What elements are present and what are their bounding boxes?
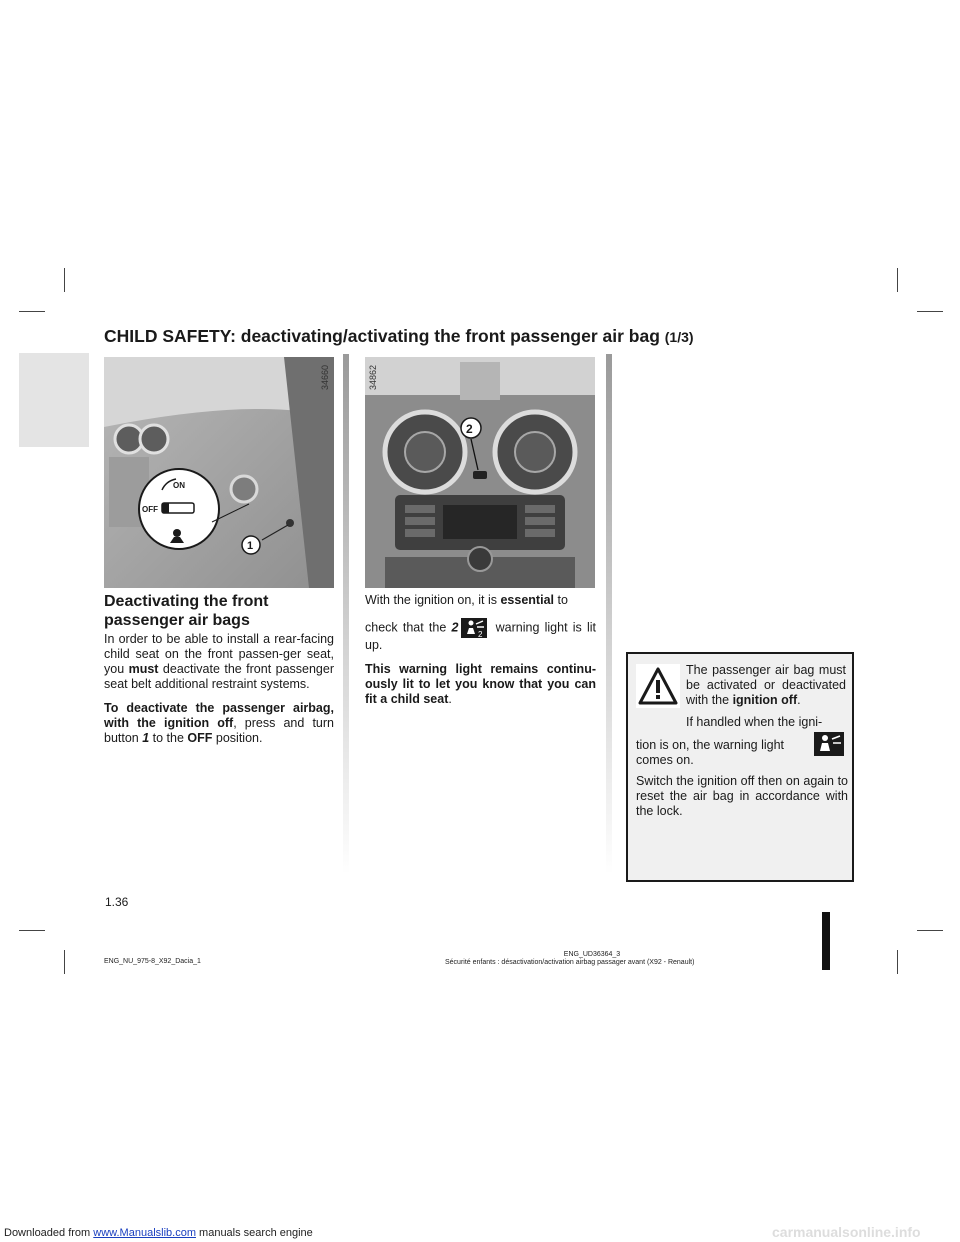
page-edge-bar — [822, 912, 830, 970]
svg-text:2: 2 — [478, 630, 483, 638]
warning-box — [626, 652, 854, 882]
section-heading: Deactivating the front passenger air bags — [104, 593, 269, 629]
left-column-text — [104, 632, 334, 755]
crop-mark — [64, 268, 65, 292]
crop-mark — [19, 930, 45, 931]
crop-mark — [64, 950, 65, 974]
crop-mark — [917, 930, 943, 931]
deactivate-paragraph: To deactivate the passenger airbag, with the ignition off, press and turn button 1 to the OFF position. — [104, 701, 335, 745]
crop-mark — [897, 950, 898, 974]
child-seat-paragraph: This warning light remains continu-ously lit to let you know that you can fit a child seat. — [365, 662, 596, 706]
crop-mark — [19, 311, 45, 312]
airbag-off-warning-icon — [461, 618, 487, 638]
warning-triangle-icon — [636, 664, 680, 708]
page-title-text: CHILD SAFETY: deactivating/activating the front passenger air bag — [104, 326, 665, 346]
crop-mark — [917, 311, 943, 312]
warning-text-3: tion is on, the warning light — [636, 738, 785, 752]
page-number: 1.36 — [105, 895, 129, 909]
check-paragraph: check that the 2 2 warning light is lit up. — [365, 618, 596, 653]
ignition-paragraph: With the ignition on, it is essential to — [365, 593, 568, 607]
warning-text-5: Switch the ignition off then on again to reset the air bag in accordance with the lock. — [636, 774, 848, 818]
watermark: carmanualsonline.info — [772, 1224, 921, 1240]
intro-paragraph: In order to be able to install a rear-facing child seat on the front passen-ger seat, you must deactivate the front passenger seat belt additional restraint systems. — [104, 632, 334, 691]
column-divider — [343, 354, 349, 874]
dial-off-label: OFF — [142, 505, 158, 514]
middle-column-text — [365, 593, 596, 716]
dashboard-photo — [104, 357, 334, 588]
crop-mark — [897, 268, 898, 292]
dial-on-label: ON — [173, 481, 185, 490]
footer-right-2: Sécurité enfants : désactivation/activation airbag passager avant (X92 - Renault) — [445, 959, 695, 966]
page-title-fraction: (1/3) — [664, 329, 694, 345]
warning-text-2: If handled when the igni- — [686, 715, 823, 729]
photo-code-middle: 34862 — [368, 364, 378, 390]
console-photo — [365, 357, 595, 588]
warning-text-1: The passenger air bag must be activated or deactivated with the ignition off. — [686, 663, 846, 707]
footer-left: ENG_NU_975-8_X92_Dacia_1 — [104, 958, 201, 965]
footer-right-1: ENG_UD36364_3 — [563, 951, 621, 958]
dashboard-illustration — [104, 357, 334, 588]
chapter-tab — [19, 353, 89, 447]
photo-code-left: 34660 — [320, 364, 330, 390]
callout-1-label: 1 — [247, 540, 254, 552]
download-banner: Downloaded from www.Manualslib.com manuals search engine — [4, 1227, 313, 1239]
manualslib-link[interactable]: www.Manualslib.com — [93, 1227, 196, 1239]
console-illustration — [365, 357, 595, 588]
column-divider — [606, 354, 612, 874]
page-title — [104, 326, 694, 347]
callout-2-label: 2 — [466, 422, 473, 436]
warning-text-4: comes on. — [636, 753, 694, 767]
